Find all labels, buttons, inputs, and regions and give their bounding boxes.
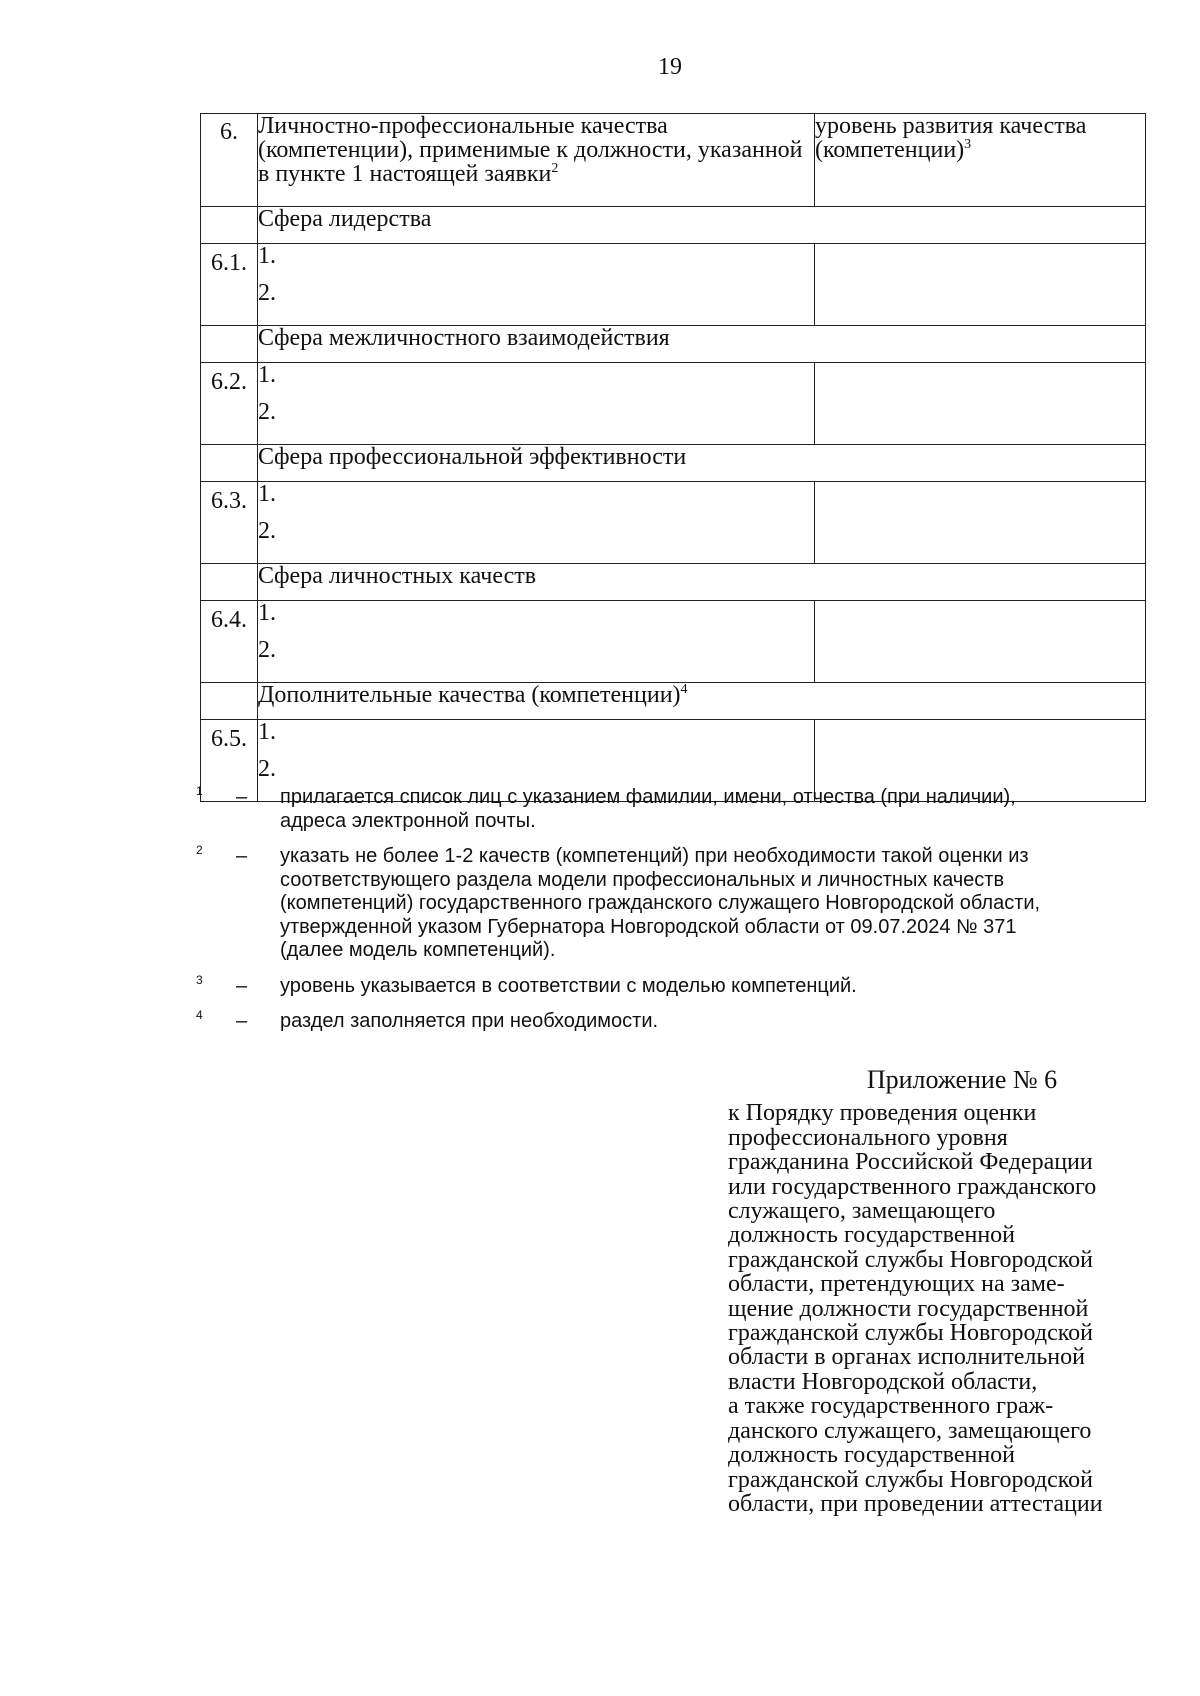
section-number-empty: [201, 564, 258, 601]
section-header-row: [201, 683, 1146, 720]
section-number: 6.1.: [201, 244, 258, 326]
level-cell: [815, 601, 1146, 683]
page-number: 19: [658, 54, 682, 80]
section-number: 6.2.: [201, 363, 258, 445]
header-number: 6.: [201, 114, 258, 207]
header-level: уровень развития качества (компетенции)$^3$: [815, 114, 1146, 207]
section-header-row: [201, 564, 1146, 601]
footnote-mark: 1: [196, 784, 203, 798]
item-number: 2.: [258, 637, 276, 663]
appendix-body: к Порядку проведения оценки профессионального уровня гражданина Российской Федерации или государственного гражданского служащего, замещающего должность государственной гражданской службы Новгородской области, претендующих на заме- щение должности государственной гражданской службы Новгородской области в органах исполнительной власти Новгородской области, а также государственного граж- данского служащего, замещающего должность государственной гражданской службы Новгородской области, при проведении аттестации: [728, 1100, 1103, 1517]
section-number: 6.3.: [201, 482, 258, 564]
section-header-row: [201, 326, 1146, 363]
section-items-row: [201, 363, 1146, 445]
section-items: [258, 244, 815, 326]
footnote-ref: 2: [551, 161, 559, 176]
footnote-text: уровень указывается в соответствии с моделью компетенций.: [280, 974, 857, 997]
footnote-text: указать не более 1-2 качеств (компетенций) при необходимости такой оценки из соответствующего раздела модели профессиональных и личностных качеств (компетенций) государственного гражданского служащего Новгородской области, утвержденной указом Губернатора Новгородской области от 09.07.2024 № 371 (далее модель компетенций).: [280, 845, 1041, 961]
appendix-title: Приложение № 6: [866, 1065, 1058, 1094]
section-items-row: [201, 244, 1146, 326]
footnote-ref: 4: [680, 682, 688, 697]
item-number: 1.: [258, 600, 276, 626]
item-number: 1.: [258, 719, 276, 745]
footnote: [196, 1010, 1156, 1034]
footnote-ref: 3: [964, 137, 972, 152]
footnote-dash: –: [236, 974, 248, 997]
appendix-block: [728, 1065, 1158, 1517]
section-number-empty: [201, 326, 258, 363]
item-number: 2.: [258, 399, 276, 425]
footnote-mark: 4: [196, 1008, 203, 1022]
header-title: Личностно-профессиональные качества (компетенции), применимые к должности, указанной в пункте 1 настоящей заявки$^2$: [258, 114, 815, 207]
level-cell: [815, 363, 1146, 445]
footnote-dash: –: [236, 845, 248, 867]
footnote: [196, 845, 1156, 963]
item-number: 2.: [258, 518, 276, 544]
footnote-text: прилагается список лиц с указанием фамилии, имени, отчества (при наличии), адреса электронной почты.: [280, 786, 1016, 832]
section-title: Дополнительные качества (компетенции)$^4$: [258, 683, 1146, 720]
item-number: 2.: [258, 280, 276, 306]
footnote-text: раздел заполняется при необходимости.: [280, 1010, 659, 1032]
section-items-row: [201, 482, 1146, 564]
footnote-mark: 2: [196, 843, 203, 857]
footnote-dash: –: [236, 1010, 248, 1032]
level-cell: [815, 244, 1146, 326]
section-items: [258, 482, 815, 564]
item-number: 1.: [258, 481, 276, 507]
table-header-row: [201, 114, 1146, 207]
footnote: [196, 972, 1156, 999]
footnotes: [196, 786, 1156, 1046]
section-number-empty: [201, 683, 258, 720]
section-items: [258, 363, 815, 445]
section-number-empty: [201, 207, 258, 244]
item-number: 1.: [258, 362, 276, 388]
footnote: [196, 786, 1156, 833]
section-items-row: [201, 601, 1146, 683]
footnote-mark: 3: [196, 972, 203, 987]
item-number: 1.: [258, 243, 276, 269]
level-cell: [815, 482, 1146, 564]
item-number: 2.: [258, 756, 276, 782]
section-header-row: [201, 207, 1146, 244]
footnote-dash: –: [236, 786, 248, 808]
section-title: Сфера межличностного взаимодействия: [258, 326, 1146, 363]
section-title: Сфера личностных качеств: [258, 564, 1146, 601]
section-number-empty: [201, 445, 258, 482]
section-title: Сфера профессиональной эффективности: [258, 445, 1146, 482]
section-number: 6.4.: [201, 601, 258, 683]
section-items: [258, 601, 815, 683]
section-title: Сфера лидерства: [258, 207, 1146, 244]
competencies-table: [200, 113, 1146, 802]
section-header-row: [201, 445, 1146, 482]
section-number: 6.5.: [201, 720, 258, 802]
